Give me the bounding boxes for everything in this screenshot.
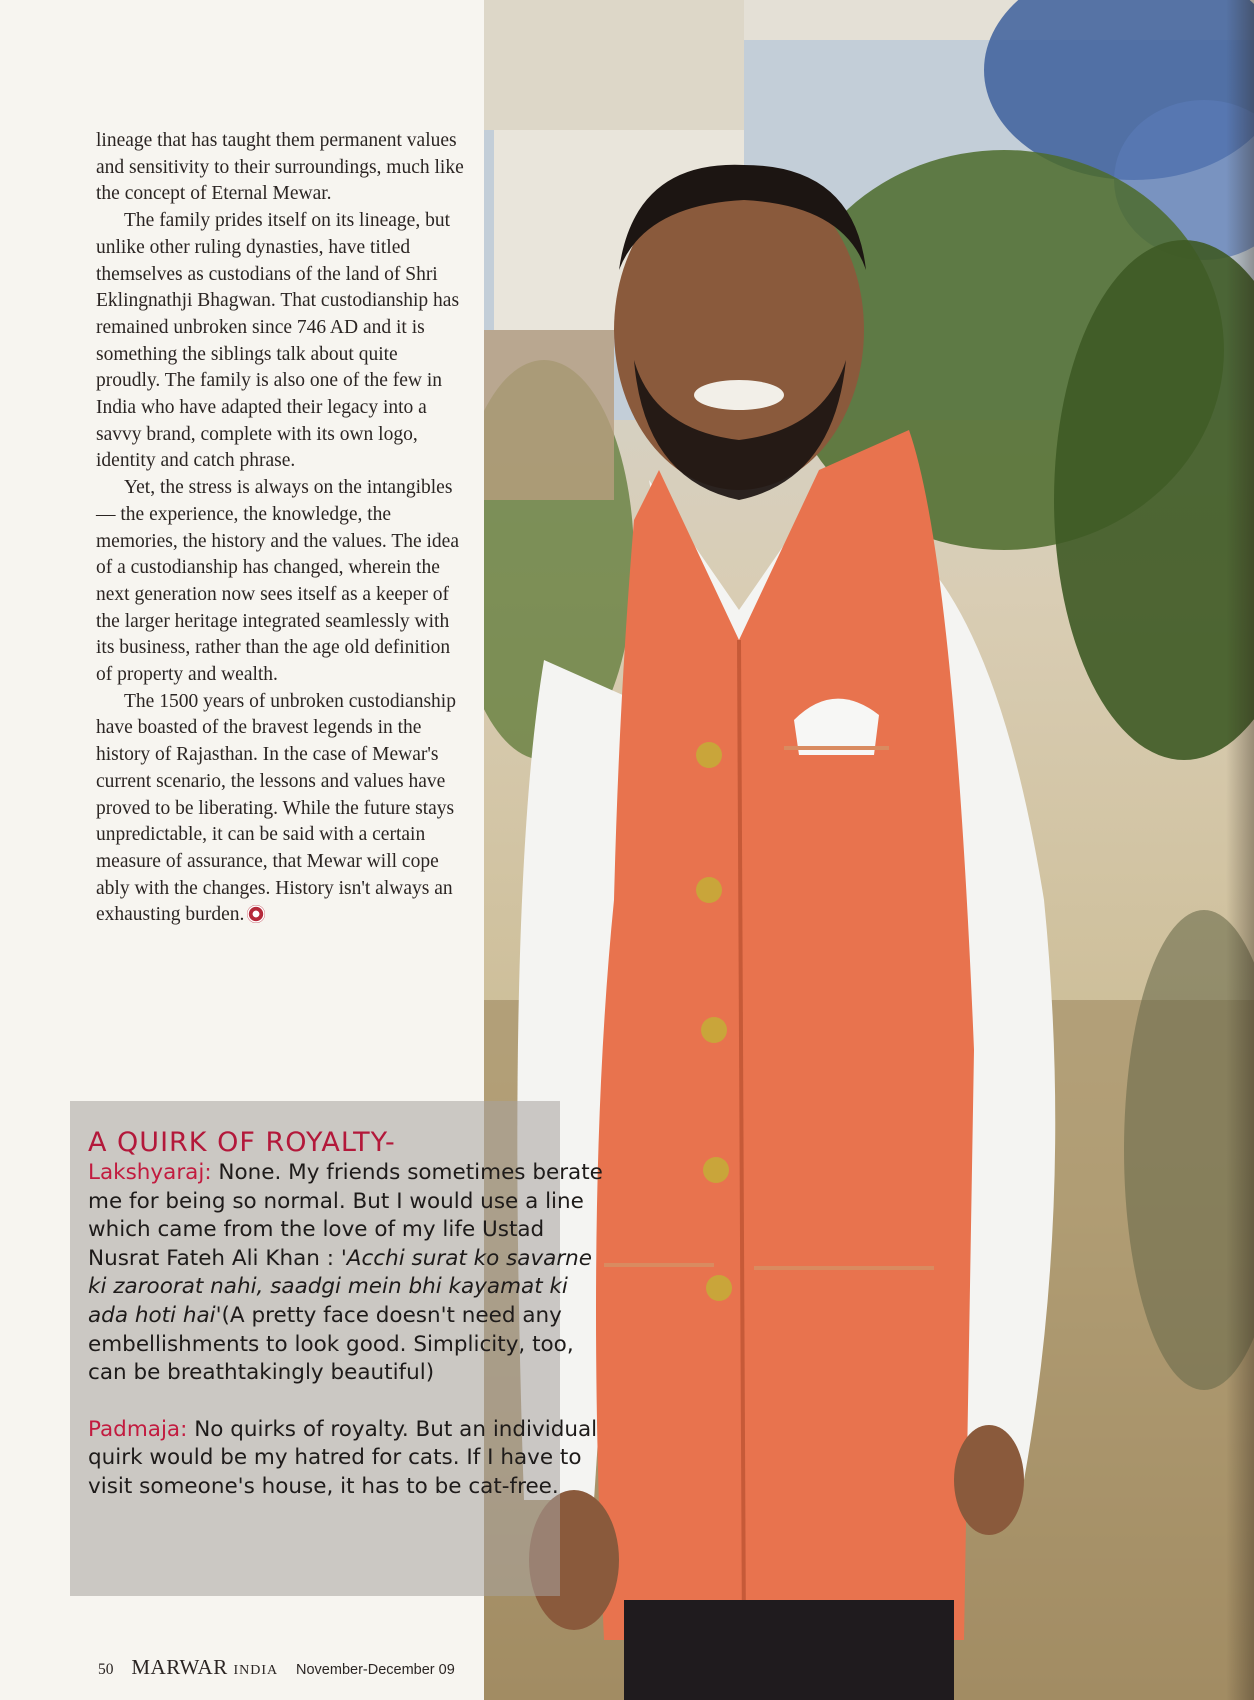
lakshyaraj-answer: [88, 1159, 608, 1388]
page-footer: [98, 1655, 455, 1680]
quirk-sidebar-content: [88, 1127, 608, 1502]
lakshyaraj-name: Lakshyaraj:: [88, 1160, 212, 1185]
body-paragraph-4-text: The 1500 years of unbroken custodianship have boasted of the bravest legends in the history of Rajasthan. In the case of Mewar's current scenario, the lessons and values have proved to be liberating. While the future stays unpredictable, it can be said with a certain measure of assurance, that Mewar will cope ably with the changes. History isn't always an exhausting burden.: [96, 690, 456, 926]
magazine-name: [131, 1655, 278, 1679]
body-paragraph-1: lineage that has taught them permanent values and sensitivity to their surroundings, much like the concept of Eternal Mewar.: [96, 130, 464, 205]
article-body: [96, 128, 466, 929]
end-mark-icon: [247, 905, 265, 923]
padmaja-answer: [88, 1416, 608, 1502]
magazine-sub: INDIA: [233, 1663, 279, 1678]
body-paragraph-4: [96, 689, 466, 929]
issue-date: November-December 09: [296, 1662, 455, 1678]
lakshyaraj-text-before: None. My friends sometimes berate me for being so normal. But I would use a line which came from the love of my life Ustad Nusrat Fateh Ali Khan :: [88, 1160, 603, 1271]
magazine-main: MARWAR: [131, 1655, 228, 1679]
answer-spacer: [88, 1388, 608, 1416]
page-edge-shadow: [1226, 0, 1254, 1700]
page-number: 50: [98, 1661, 114, 1678]
padmaja-name: Padmaja:: [88, 1416, 188, 1442]
padmaja-text: No quirks of royalty. But an individual quirk would be my hatred for cats. If I have to visit someone's house, it has to be cat-free.: [88, 1416, 598, 1499]
lakshyaraj-text-after: (A pretty face doesn't need any embellishments to look good. Simplicity, too, can be breathtakingly beautiful): [88, 1302, 574, 1386]
lakshyaraj-quote: 'Acchi surat ko savarne ki zaroorat nahi, saadgi mein bhi kayamat ki ada hoti hai': [88, 1245, 593, 1328]
body-paragraph-2: The family prides itself on its lineage, but unlike other ruling dynasties, have titled themselves as custodians of the land of Shri Eklingnathji Bhagwan. That custodianship has remained unbroken since 746 AD and it is something the siblings talk about quite proudly. The family is also one of the few in India who have adapted their legacy into a savvy brand, complete with its own logo, identity and catch phrase.: [96, 210, 460, 472]
quirk-sidebar: [70, 1101, 603, 1596]
body-paragraph-3: Yet, the stress is always on the intangibles — the experience, the knowledge, the memories, the history and the values. The idea of a custodianship has changed, wherein the next generation now sees itself as a keeper of the larger heritage integrated seamlessly with its business, rather than the age old definition of property and wealth.: [96, 477, 459, 686]
sidebar-title: A QUIRK OF ROYALTY-: [88, 1127, 396, 1158]
